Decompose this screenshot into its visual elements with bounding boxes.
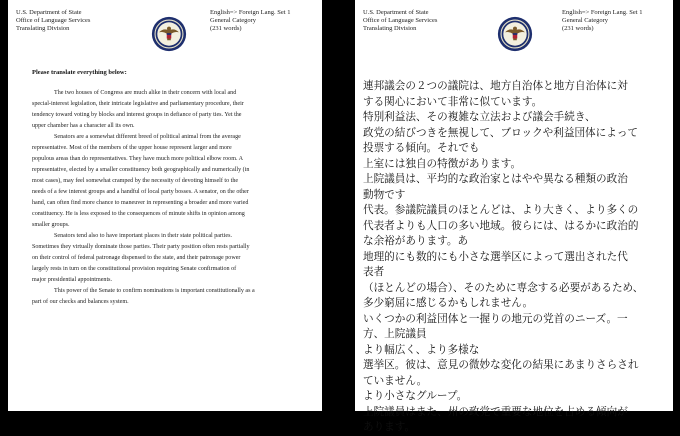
en-line: upper chamber has a character all its own. xyxy=(32,123,135,129)
set-line-3: (231 words) xyxy=(562,25,594,32)
en-line: largely rests in turn on the constitutional provision requiring Senate confirmation of xyxy=(32,266,237,272)
en-line: representative, elected by a smaller constituency both geographically and numerically (in xyxy=(32,167,250,173)
ja-line: （ほとんどの場合）、そのために専念する必要があるため、 xyxy=(363,281,644,294)
en-line: part of our checks and balances system. xyxy=(32,299,129,305)
en-line: on their control of federal patronage dispensed to the state, and their patronage power xyxy=(32,255,241,261)
ja-line: 上院議員はまた、州の政党で重要な地位を占める傾向が xyxy=(363,405,628,418)
english-source-page xyxy=(8,0,322,411)
org-line-2: Office of Language Services xyxy=(363,17,438,24)
org-header xyxy=(16,9,90,33)
set-line-3: (231 words) xyxy=(210,25,242,32)
state-department-seal-icon xyxy=(497,16,533,52)
en-line: tendency toward voting by blocks and interest groups in defiance of party ties. Yet the xyxy=(32,112,242,118)
japanese-text xyxy=(363,79,669,436)
en-line: Senators tend also to have important places in their state political parties. xyxy=(54,233,233,239)
ja-line: より幅広く、より多様な xyxy=(363,343,480,356)
en-line: populous areas than do representatives. They have much more political elbow room. A xyxy=(32,156,244,162)
en-line: most cases), may feel somewhat cramped by the necessity of devoting himself to the xyxy=(32,178,239,184)
ja-line: いくつかの利益団体と一握りの地元の党首のニーズ。一 xyxy=(363,312,628,325)
en-line: major presidential appointments. xyxy=(32,277,113,283)
org-line-3: Translating Division xyxy=(363,25,417,32)
ja-line: 代表。参議院議員のほとんどは、より大きく、より多くの xyxy=(363,204,639,216)
ja-line: 多少窮屈に感じるかもしれません。 xyxy=(363,297,534,309)
org-line-2: Office of Language Services xyxy=(16,17,91,24)
ja-line: ていません。 xyxy=(363,374,428,387)
en-line: Sometimes they virtually dominate those parties. Their party position often rests partially xyxy=(32,244,250,250)
set-line-2: General Category xyxy=(210,17,257,24)
instruction-text: Please translate everything below: xyxy=(32,69,127,76)
set-header xyxy=(562,9,642,33)
ja-line: 特別利益法、その複雑な立法および議会手続き、 xyxy=(363,111,596,123)
ja-line: 連邦議会の２つの議院は、地方自治体と地方自治体に対 xyxy=(363,80,628,92)
en-line: smaller groups. xyxy=(32,222,70,228)
ja-line: 表者 xyxy=(363,266,385,278)
ja-line: 選挙区。彼は、意見の微妙な変化の結果にあまりさらされ xyxy=(363,359,639,371)
state-department-seal-icon xyxy=(151,16,187,52)
en-line: special-interest legislation, their intricate legislative and parliamentary procedure, their xyxy=(32,101,244,107)
org-line-1: U.S. Department of State xyxy=(363,9,429,16)
en-line: representative. Most of the members of the upper house represent larger and more xyxy=(32,145,232,151)
org-line-3: Translating Division xyxy=(16,25,70,32)
ja-line: 政党の結びつきを無視して、ブロックや利益団体によって xyxy=(363,126,639,139)
en-line: Senators are a somewhat different breed of political animal from the average xyxy=(54,134,241,140)
ja-line: より小さなグループ。 xyxy=(363,390,468,402)
ja-line: 地理的にも数的にも小さな選挙区によって選出された代 xyxy=(363,250,628,263)
en-line: needs of a few interest groups and a handful of local party bosses. A senator, on the other xyxy=(32,189,249,195)
ja-line: な余裕があります。あ xyxy=(363,235,469,247)
set-line-1: English=> Foreign Lang. Set 1 xyxy=(210,9,291,16)
japanese-translation-page xyxy=(355,0,673,433)
ja-line: あります。 xyxy=(363,421,416,433)
org-header xyxy=(363,9,437,33)
ja-line: 方、上院議員 xyxy=(363,328,427,340)
en-line: hand, can often find more chance to maneuver in representing a broader and more varied xyxy=(32,200,249,206)
en-line: This power of the Senate to confirm nominations is important constitutionally as a xyxy=(54,288,255,294)
set-line-1: English=> Foreign Lang. Set 1 xyxy=(562,9,643,16)
ja-line: 上院議員は、平均的な政治家とはやや異なる種類の政治 xyxy=(363,173,628,185)
ja-line: する関心において非常に似ています。 xyxy=(363,95,543,108)
set-header xyxy=(210,9,290,33)
en-line: The two houses of Congress are much alike in their concern with local and xyxy=(54,90,237,96)
set-line-2: General Category xyxy=(562,17,609,24)
ja-line: 動物です xyxy=(363,188,406,201)
org-line-1: U.S. Department of State xyxy=(16,9,82,16)
english-text xyxy=(32,88,302,308)
ja-line: 上室には独自の特徴があります。 xyxy=(363,157,522,170)
ja-line: 代表者よりも人口の多い地域。彼らには、はるかに政治的 xyxy=(363,219,639,232)
ja-line: 投票する傾向。それでも xyxy=(363,142,480,154)
en-line: constituency. He is less exposed to the consequences of minute shifts in opinion among xyxy=(32,211,245,217)
